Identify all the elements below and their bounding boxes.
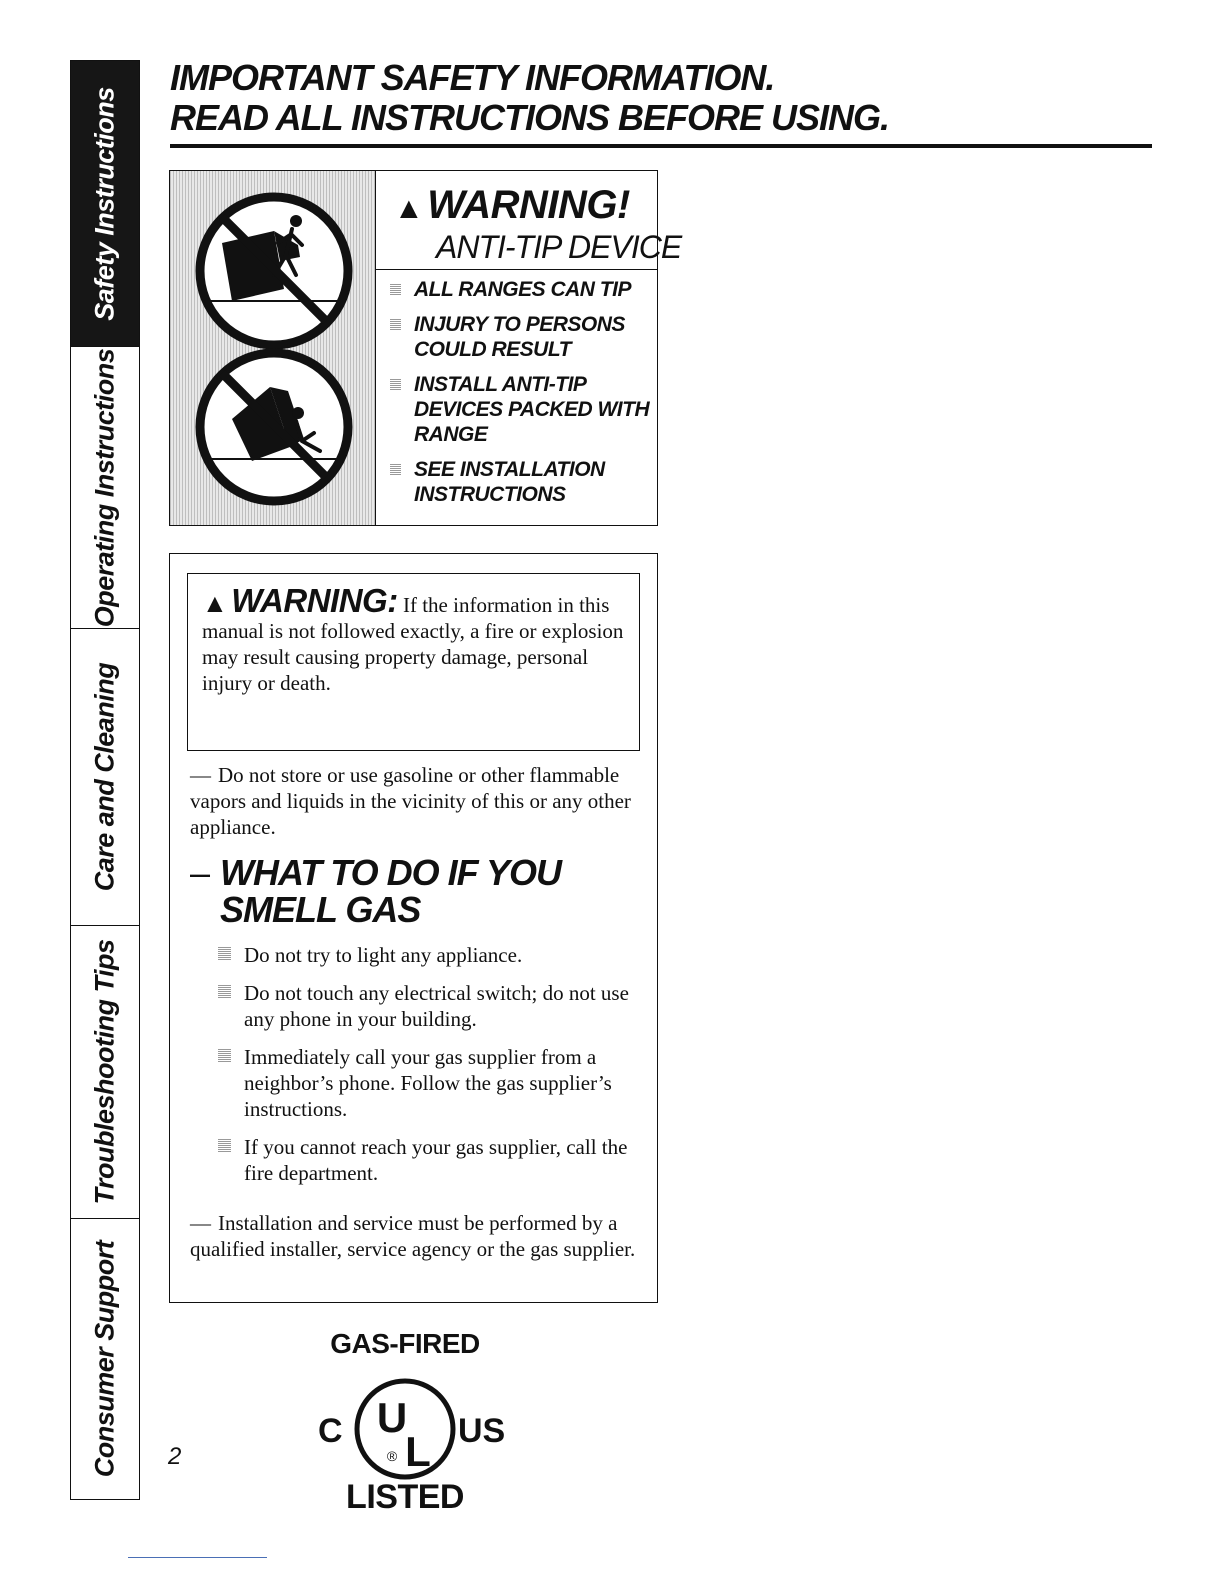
list-item [386,457,654,507]
bullet-icon [390,463,401,475]
warning-heading-text: WARNING: [231,582,398,619]
divider [376,269,657,270]
tab-label: Operating Instructions [89,348,120,627]
list-item-text: Do not touch any electrical switch; do not use any phone in your building. [244,981,629,1031]
list-item [386,312,654,362]
tab-label: Troubleshooting Tips [89,939,120,1205]
ul-logo-l: L [405,1428,431,1475]
bullet-icon [218,1049,231,1062]
em-dash: — [190,1211,211,1235]
anti-tip-title-text: WARNING! [427,183,630,227]
storage-warning [190,762,650,840]
registered-icon: ® [386,1448,398,1464]
tab-consumer-support[interactable] [71,1219,139,1499]
header-line-1: IMPORTANT SAFETY INFORMATION. [170,57,775,98]
list-item-text: ALL RANGES CAN TIP [414,278,631,301]
bullet-icon [390,378,401,390]
smell-gas-steps [214,942,654,1198]
list-item-text: Do not try to light any appliance. [244,943,523,967]
list-item-text: INSTALL ANTI-TIP DEVICES PACKED WITH RANGE [414,373,650,446]
tab-label: Safety Instructions [89,86,120,321]
anti-tip-warning-panel [169,170,682,526]
warning-triangle-icon: ▲ [394,192,424,225]
dash: – [190,852,210,893]
tab-troubleshooting-tips[interactable] [71,926,139,1219]
list-item [214,942,654,968]
warning-intro-text: If the information in this manual is not followed exactly, a fire or explosion may result causing property damage, personal injury or death. [202,593,624,695]
list-item-text: If you cannot reach your gas supplier, call the fire department. [244,1135,628,1185]
smell-gas-heading [190,854,561,928]
smell-gas-line-1: WHAT TO DO IF YOU [220,852,561,893]
installation-note [190,1210,650,1262]
bullet-icon [390,283,401,295]
no-tipping-pictogram [170,171,374,525]
ul-logo-u: U [376,1394,408,1441]
list-item [386,277,654,302]
anti-tip-text [376,171,682,525]
gas-warning-panel [169,553,658,1303]
warning-triangle-icon: ▲ [202,588,228,618]
storage-warning-text: Do not store or use gasoline or other flammable vapors and liquids in the vicinity of this or any other appliance. [190,763,631,839]
fire-explosion-warning [187,573,640,751]
ul-listed-mark [300,1328,510,1518]
list-item [214,980,654,1032]
ul-logo-icon [352,1376,458,1482]
tab-label: Care and Cleaning [89,662,120,892]
anti-tip-title [394,183,630,228]
bullet-icon [218,985,231,998]
warning-paragraph [202,582,639,696]
header-line-2: READ ALL INSTRUCTIONS BEFORE USING. [170,97,890,138]
installation-note-text: Installation and service must be performed by a qualified installer, service agency or the gas supplier. [190,1211,636,1261]
section-tabs [70,60,140,1500]
bullet-icon [390,318,401,330]
list-item [386,372,654,447]
anti-tip-illustration [170,171,376,525]
bullet-icon [218,947,231,960]
list-item [214,1044,654,1122]
list-item-text: SEE INSTALLATION INSTRUCTIONS [414,458,605,506]
page-number: 2 [168,1443,182,1470]
list-item-text: INJURY TO PERSONS COULD RESULT [414,313,625,361]
smell-gas-line-2: SMELL GAS [220,889,421,930]
list-item [214,1134,654,1186]
anti-tip-list [386,277,654,517]
ul-right-text: US [458,1412,506,1450]
tab-care-and-cleaning[interactable] [71,629,139,926]
tab-operating-instructions[interactable] [71,347,139,629]
tab-safety-instructions[interactable] [71,61,139,347]
ul-top-text: GAS-FIRED [330,1328,480,1359]
page-header [170,58,1152,148]
tab-label: Consumer Support [89,1240,120,1478]
em-dash: — [190,763,211,787]
ul-left-text: C [318,1412,343,1450]
ul-bottom-text: LISTED [346,1478,464,1516]
footer-rule [128,1557,267,1558]
list-item-text: Immediately call your gas supplier from a neighbor’s phone. Follow the gas supplier’s instructions. [244,1045,612,1121]
bullet-icon [218,1139,231,1152]
anti-tip-subtitle: ANTI-TIP DEVICE [436,229,682,265]
warning-heading [202,582,398,619]
